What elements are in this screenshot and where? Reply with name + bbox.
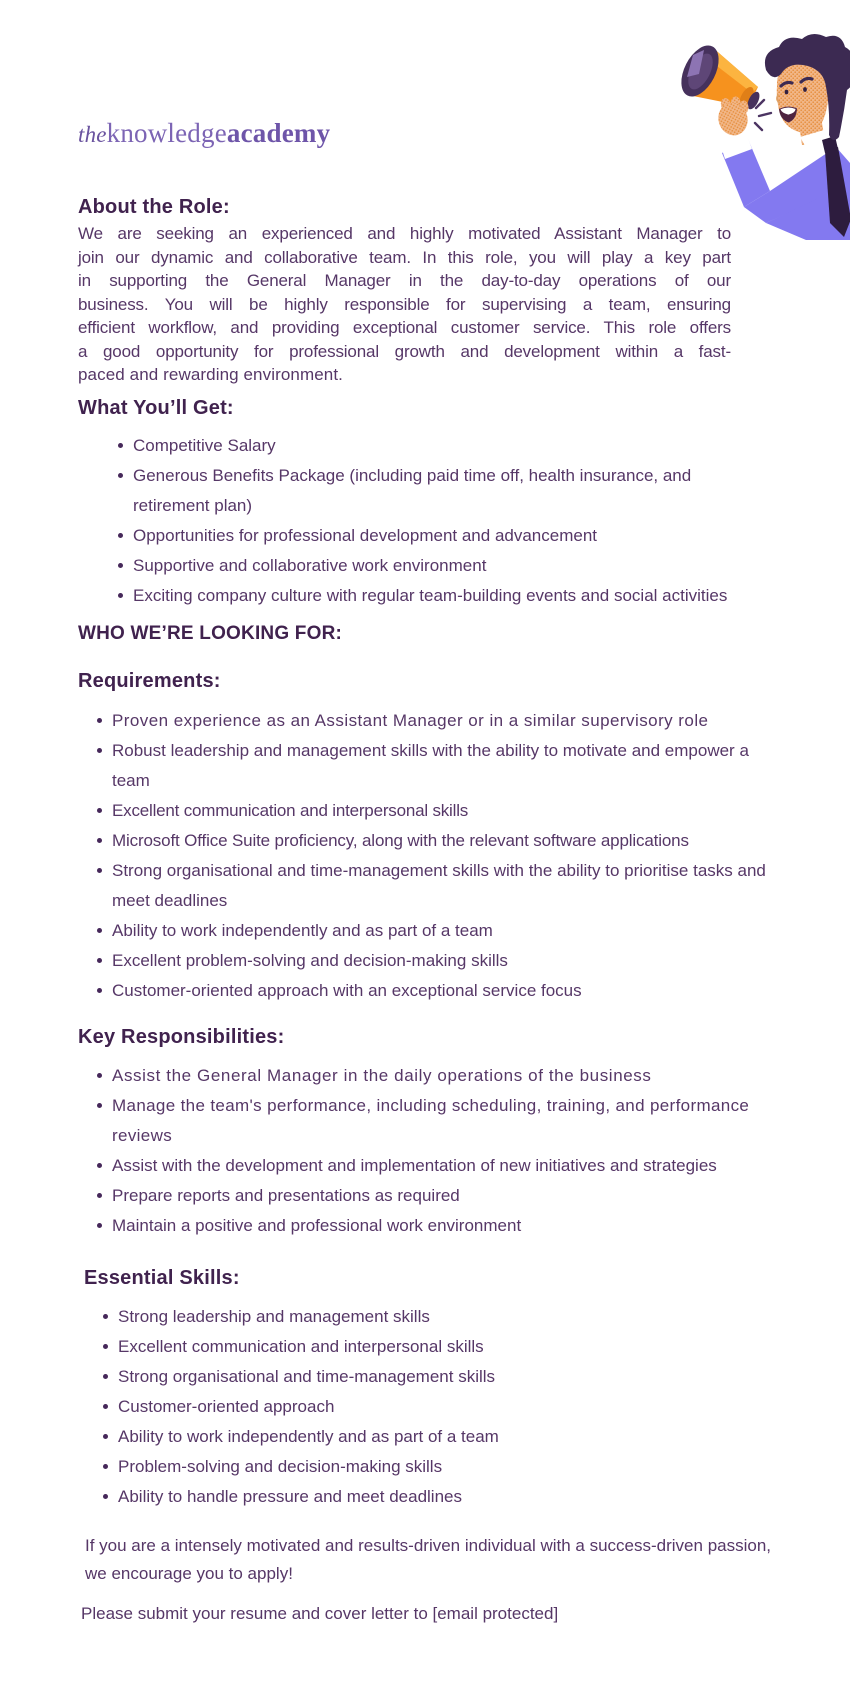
requirement-item-text: Microsoft Office Suite proficiency, along with the relevant software applications (112, 830, 689, 850)
bullet-icon (118, 533, 123, 538)
skill-item-text: Strong leadership and management skills (118, 1306, 430, 1326)
about-role-paragraph (78, 222, 731, 387)
requirement-item (78, 976, 790, 1006)
responsibility-item-text: Assist the General Manager in the daily operations of the business (112, 1065, 652, 1085)
benefit-item (78, 431, 749, 461)
logo-the: the (78, 122, 107, 147)
responsibilities-list (78, 1061, 790, 1241)
who-looking-for-heading: WHO WE’RE LOOKING FOR: (78, 622, 343, 644)
logo-knowledge: knowledge (106, 118, 227, 148)
skill-item (84, 1302, 790, 1332)
bullet-icon (118, 563, 123, 568)
skill-item (84, 1482, 790, 1512)
requirement-item (78, 856, 790, 916)
skill-item-text: Ability to handle pressure and meet deadlines (118, 1486, 462, 1506)
requirement-item-text: Excellent communication and interpersonal skills (112, 800, 469, 820)
paragraph-line: We are seeking an experienced and highly motivated Assistant Manager to (78, 224, 731, 243)
paragraph-line: paced and rewarding environment. (78, 365, 343, 384)
requirement-item (78, 946, 790, 976)
paragraph-line: join our dynamic and collaborative team. In this role, you will play a key part (78, 247, 731, 267)
requirement-item (78, 736, 790, 796)
benefit-item-text: Exciting company culture with regular team-building events and social activities (133, 585, 728, 605)
requirement-item-text: Strong organisational and time-management skills with the ability to prioritise tasks and meet deadlines (112, 860, 766, 910)
responsibility-item-text: Prepare reports and presentations as required (112, 1185, 460, 1205)
responsibility-item (78, 1061, 790, 1091)
responsibility-item-text: Assist with the development and implementation of new initiatives and strategies (112, 1155, 717, 1175)
responsibility-item (78, 1091, 790, 1151)
bullet-icon (103, 1464, 108, 1469)
requirement-item (78, 916, 790, 946)
responsibility-item-text: Manage the team's performance, including scheduling, training, and performance reviews (112, 1095, 750, 1145)
knowledge-academy-logo (78, 118, 731, 150)
bullet-icon (103, 1374, 108, 1379)
skill-item-text: Customer-oriented approach (118, 1396, 335, 1416)
benefit-item (78, 581, 749, 611)
apply-callout-text: If you are a intensely motivated and results-driven individual with a success-driven passion, we encourage you to apply! (85, 1535, 772, 1583)
requirement-item-text: Proven experience as an Assistant Manager or in a similar supervisory role (112, 710, 709, 730)
benefit-item-text: Competitive Salary (133, 435, 276, 455)
bullet-icon (97, 748, 102, 753)
benefit-item (78, 521, 749, 551)
bullet-icon (103, 1344, 108, 1349)
responsibility-item (78, 1151, 790, 1181)
paragraph-line: a good opportunity for professional growth and development within a fast- (78, 341, 731, 361)
bullet-icon (97, 1223, 102, 1228)
bullet-icon (97, 1163, 102, 1168)
bullet-icon (118, 443, 123, 448)
skill-item (84, 1362, 790, 1392)
bullet-icon (97, 808, 102, 813)
essential-skills-heading: Essential Skills: (84, 1266, 240, 1289)
requirement-item-text: Ability to work independently and as part of a team (112, 920, 493, 940)
paragraph-line: in supporting the General Manager in the day-to-day operations of our (78, 271, 731, 290)
bullet-icon (97, 1193, 102, 1198)
bullet-icon (97, 1103, 102, 1108)
benefits-heading: What You’ll Get: (78, 396, 234, 419)
bullet-icon (97, 868, 102, 873)
paragraph-line: business. You will be highly responsible for supervising a team, ensuring (78, 294, 731, 314)
requirement-item (78, 796, 790, 826)
bullet-icon (97, 988, 102, 993)
benefit-item (78, 551, 749, 581)
essential-skills-list (84, 1302, 790, 1512)
bullet-icon (118, 473, 123, 478)
benefit-item-text: Opportunities for professional development and advancement (133, 525, 598, 545)
submit-instruction-text: Please submit your resume and cover letter to [email protected] (81, 1603, 559, 1623)
bullet-icon (103, 1494, 108, 1499)
skill-item-text: Excellent communication and interpersonal skills (118, 1336, 484, 1356)
requirement-item (78, 706, 790, 736)
bullet-icon (103, 1404, 108, 1409)
about-role-heading: About the Role: (78, 196, 230, 218)
bullet-icon (118, 593, 123, 598)
responsibility-item-text: Maintain a positive and professional work environment (112, 1215, 522, 1235)
requirement-item (78, 826, 790, 856)
requirement-item-text: Customer-oriented approach with an exceptional service focus (112, 980, 582, 1000)
requirements-list (78, 706, 790, 1006)
logo-academy: academy (226, 118, 331, 148)
bullet-icon (97, 718, 102, 723)
benefits-list (78, 431, 749, 611)
responsibility-item (78, 1211, 790, 1241)
bullet-icon (97, 958, 102, 963)
benefit-item-text: Generous Benefits Package (including paid time off, health insurance, and retirement plan) (133, 465, 692, 515)
benefit-item-text: Supportive and collaborative work environment (133, 555, 487, 575)
skill-item-text: Strong organisational and time-management skills (118, 1366, 496, 1386)
requirements-heading: Requirements: (78, 669, 221, 692)
skill-item (84, 1392, 790, 1422)
bullet-icon (97, 838, 102, 843)
paragraph-line: efficient workflow, and providing exceptional customer service. This role offers (78, 318, 731, 337)
bullet-icon (97, 928, 102, 933)
responsibilities-heading: Key Responsibilities: (78, 1025, 285, 1048)
skill-item-text: Problem-solving and decision-making skills (118, 1456, 443, 1476)
responsibility-item (78, 1181, 790, 1211)
skill-item (84, 1452, 790, 1482)
skill-item-text: Ability to work independently and as part of a team (118, 1426, 499, 1446)
skill-item (84, 1422, 790, 1452)
bullet-icon (103, 1314, 108, 1319)
bullet-icon (97, 1073, 102, 1078)
requirement-item-text: Robust leadership and management skills with the ability to motivate and empower a team (112, 740, 749, 790)
benefit-item (78, 461, 749, 521)
requirement-item-text: Excellent problem-solving and decision-making skills (112, 950, 508, 970)
skill-item (84, 1332, 790, 1362)
bullet-icon (103, 1434, 108, 1439)
